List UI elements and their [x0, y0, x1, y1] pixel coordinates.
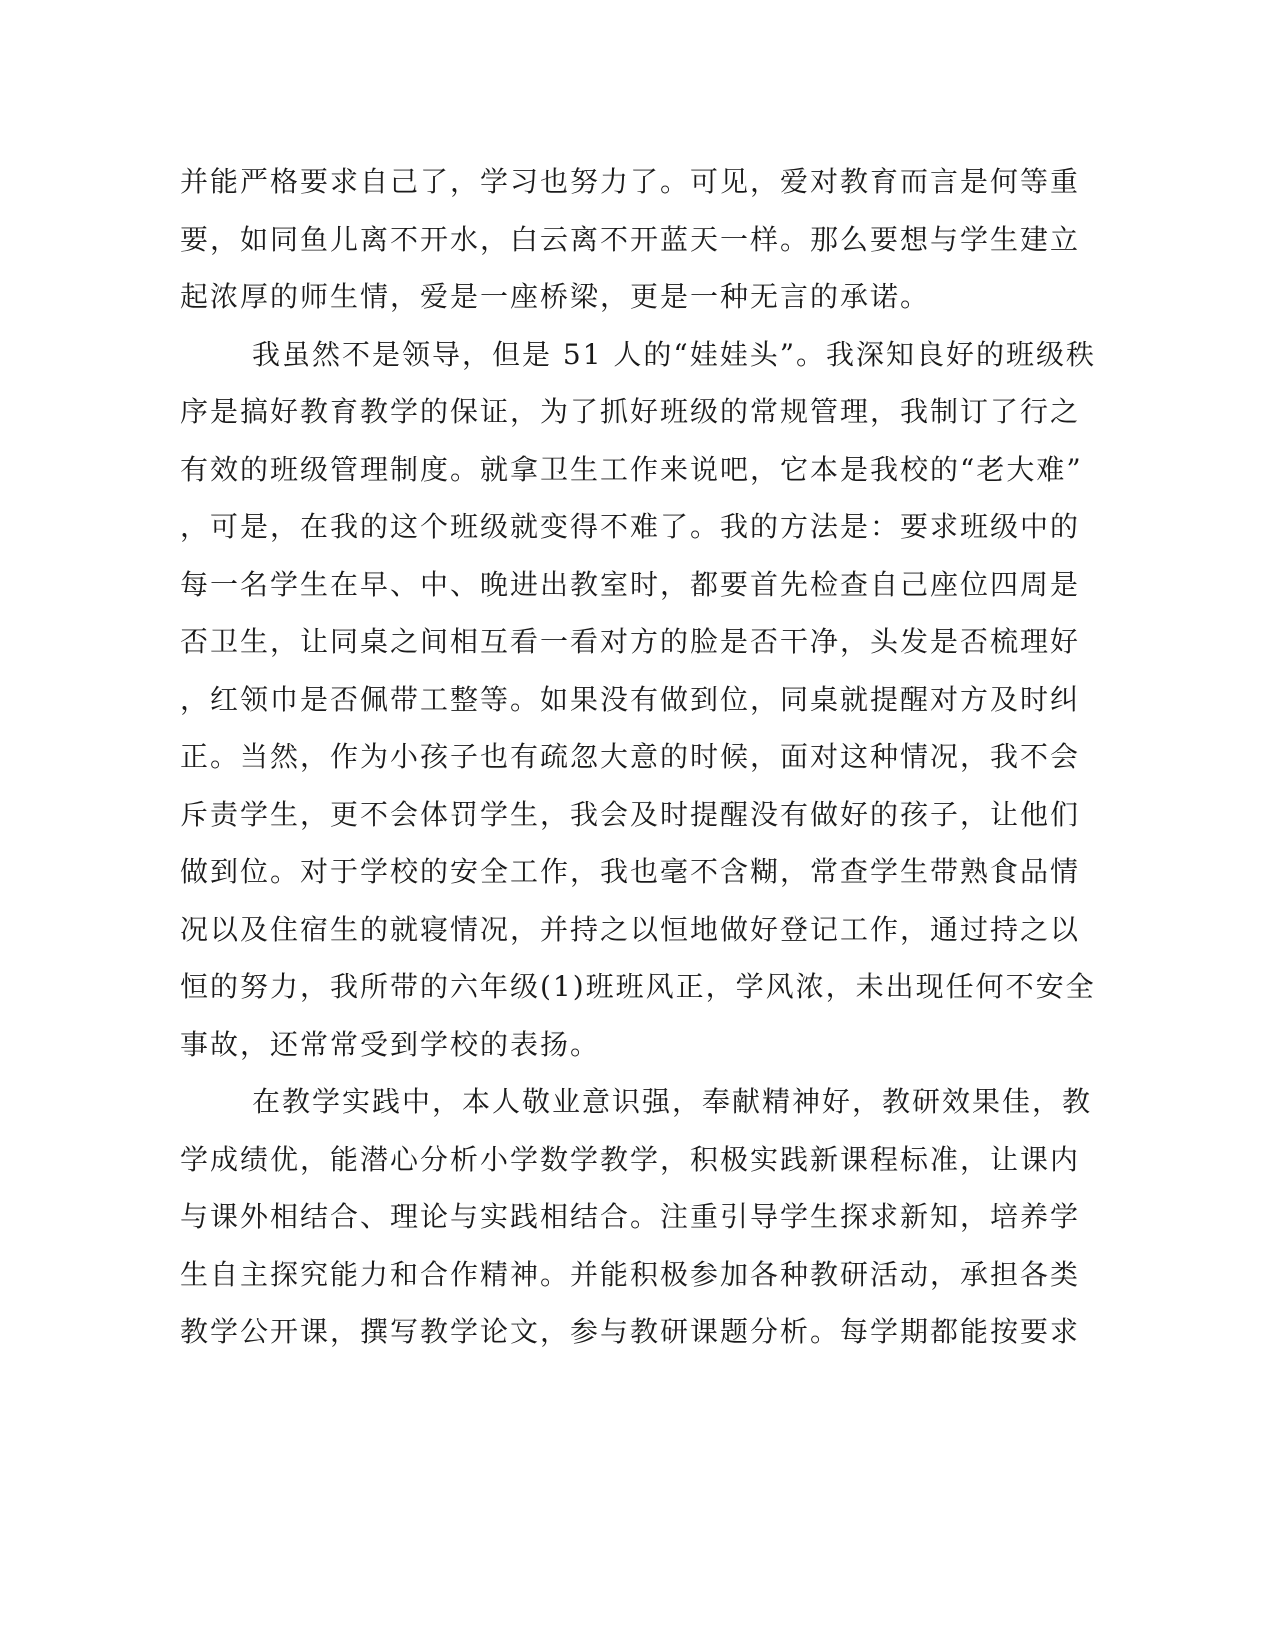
- text-line: 否卫生，让同桌之间相互看一看对方的脸是否干净，头发是否梳理好: [180, 625, 1081, 658]
- text-line: 学成绩优，能潜心分析小学数学教学，积极实践新课程标准，让课内: [180, 1142, 1081, 1176]
- text-line: 事故，还常常受到学校的表扬。: [180, 1027, 601, 1061]
- text-line: 要，如同鱼儿离不开水，白云离不开蓝天一样。那么要想与学生建立: [180, 222, 1081, 256]
- text-line: 序是搞好教育教学的保证，为了抓好班级的常规管理，我制订了行之: [180, 395, 1081, 428]
- text-line: ，红领巾是否佩带工整等。如果没有做到位，同桌就提醒对方及时纠: [180, 682, 1081, 716]
- text-line: 生自主探究能力和合作精神。并能积极参加各种教研活动，承担各类: [180, 1257, 1081, 1291]
- paragraph-start-line: 在教学实践中，本人敬业意识强，奉献精神好，教研效果佳，教: [252, 1085, 1093, 1118]
- text-line: 做到位。对于学校的安全工作，我也毫不含糊，常查学生带熟食品情: [180, 855, 1081, 888]
- text-line: ，可是，在我的这个班级就变得不难了。我的方法是：要求班级中的: [180, 510, 1081, 543]
- text-line: 每一名学生在早、中、晚进出教室时，都要首先检查自己座位四周是: [180, 567, 1081, 601]
- text-line: 与课外相结合、理论与实践相结合。注重引导学生探求新知，培养学: [180, 1200, 1081, 1233]
- body-text: [180, 160, 1097, 1368]
- text-line: 起浓厚的师生情，爱是一座桥梁，更是一种无言的承诺。: [180, 280, 931, 313]
- text-line: 正。当然，作为小孩子也有疏忽大意的时候，面对这种情况，我不会: [180, 740, 1081, 773]
- text-line: 斥责学生，更不会体罚学生，我会及时提醒没有做好的孩子，让他们: [180, 797, 1081, 831]
- text-line: 并能严格要求自己了，学习也努力了。可见，爱对教育而言是何等重: [180, 165, 1081, 198]
- text-line: 况以及住宿生的就寝情况，并持之以恒地做好登记工作，通过持之以: [180, 912, 1081, 946]
- paragraph-start-line: 我虽然不是领导，但是 51 人的“娃娃头”。我深知良好的班级秩: [252, 337, 1097, 371]
- text-line: 有效的班级管理制度。就拿卫生工作来说吧，它本是我校的“老大难”: [180, 452, 1083, 486]
- text-line: 教学公开课，撰写教学论文，参与教研课题分析。每学期都能按要求: [180, 1315, 1081, 1348]
- text-line: 恒的努力，我所带的六年级(1)班班风正，学风浓，未出现任何不安全: [180, 970, 1096, 1003]
